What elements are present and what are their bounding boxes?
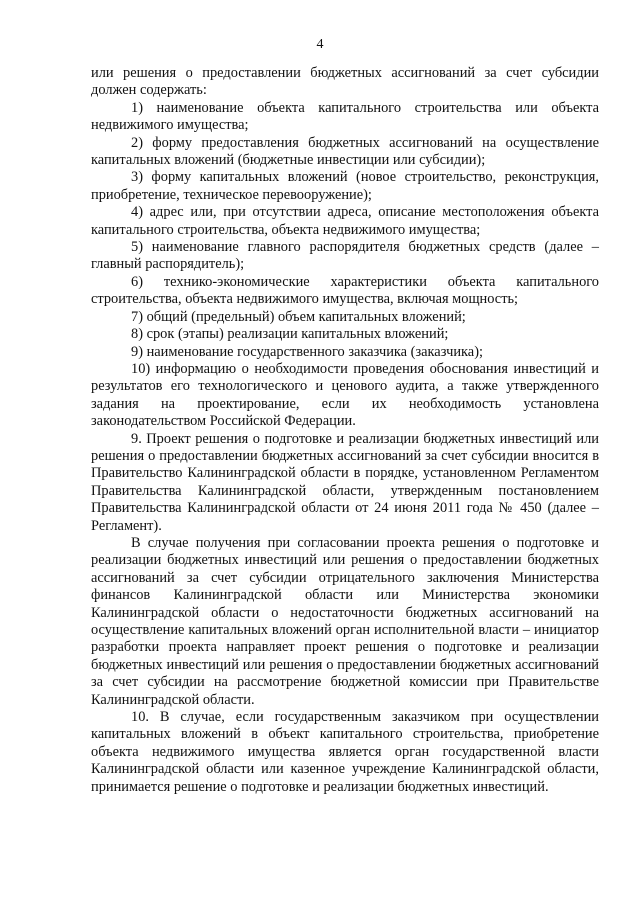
clause-9: 9. Проект решения о подготовке и реализации бюджетных инвестиций или решения о предоставлении бюджетных ассигнований за счет субсидии вносится в Правительство Калининградской области в порядке, установленном Регламентом Правительства Калининградской области, утвержденным постановлением Правительства Калининградской области от 24 июня 2011 года № 450 (далее – Регламент). — [91, 430, 599, 534]
list-item-9: 9) наименование государственного заказчика (заказчика); — [131, 343, 483, 360]
list-item-5: 5) наименование главного распорядителя бюджетных средств (далее – главный распорядитель); — [91, 239, 599, 273]
list-item-1: 1) наименование объекта капитального строительства или объекта недвижимого имущества; — [91, 99, 599, 134]
document-body — [91, 65, 599, 796]
list-item-3: 3) форму капитальных вложений (новое строительство, реконструкция, приобретение, техническое перевооружение); — [91, 169, 599, 203]
clause-10: 10. В случае, если государственным заказчиком при осуществлении капитальных вложений в объект капитального строительства, приобретение объекта недвижимого имущества является орган государственной власти Калининградской области или казенное учреждение Калининградской области, принимается решение о подготовке и реализации бюджетных инвестиций. — [91, 709, 599, 795]
list-item-4: 4) адрес или, при отсутствии адреса, описание местоположения объекта капитального строительства, объекта недвижимого имущества; — [91, 204, 599, 238]
page-number: 4 — [316, 37, 324, 52]
list-item-6: 6) технико-экономические характеристики объекта капитального строительства, объекта недвижимого имущества, включая мощность; — [91, 273, 599, 308]
list-item-7: 7) общий (предельный) объем капитальных вложений; — [131, 308, 466, 325]
paragraph-continuation: или решения о предоставлении бюджетных ассигнований за счет субсидии должен содержать: — [91, 65, 599, 99]
list-item-2: 2) форму предоставления бюджетных ассигнований на осуществление капитальных вложений (бюджетные инвестиции или субсидии); — [91, 134, 599, 169]
list-item-8: 8) срок (этапы) реализации капитальных вложений; — [131, 326, 449, 343]
clause-9-paragraph-2: В случае получения при согласовании проекта решения о подготовке и реализации бюджетных инвестиций или решения о предоставлении бюджетных ассигнований за счет субсидии отрицательного заключения Министерства финансов Калининградской области или Министерства экономики Калининградской области о недостаточности бюджетных ассигнований на осуществление капитальных вложений орган исполнительной власти – инициатор разработки проекта направляет проект решения о подготовке и реализации бюджетных инвестиций или решения о предоставлении бюджетных ассигнований за счет субсидии на рассмотрение бюджетной комиссии при Правительстве Калининградской области. — [91, 534, 599, 708]
list-item-10: 10) информацию о необходимости проведения обоснования инвестиций и результатов его технологического и ценового аудита, а также утвержденного задания на проектирование, если их необходимость установлена законодательством Российской Федерации. — [91, 360, 599, 430]
